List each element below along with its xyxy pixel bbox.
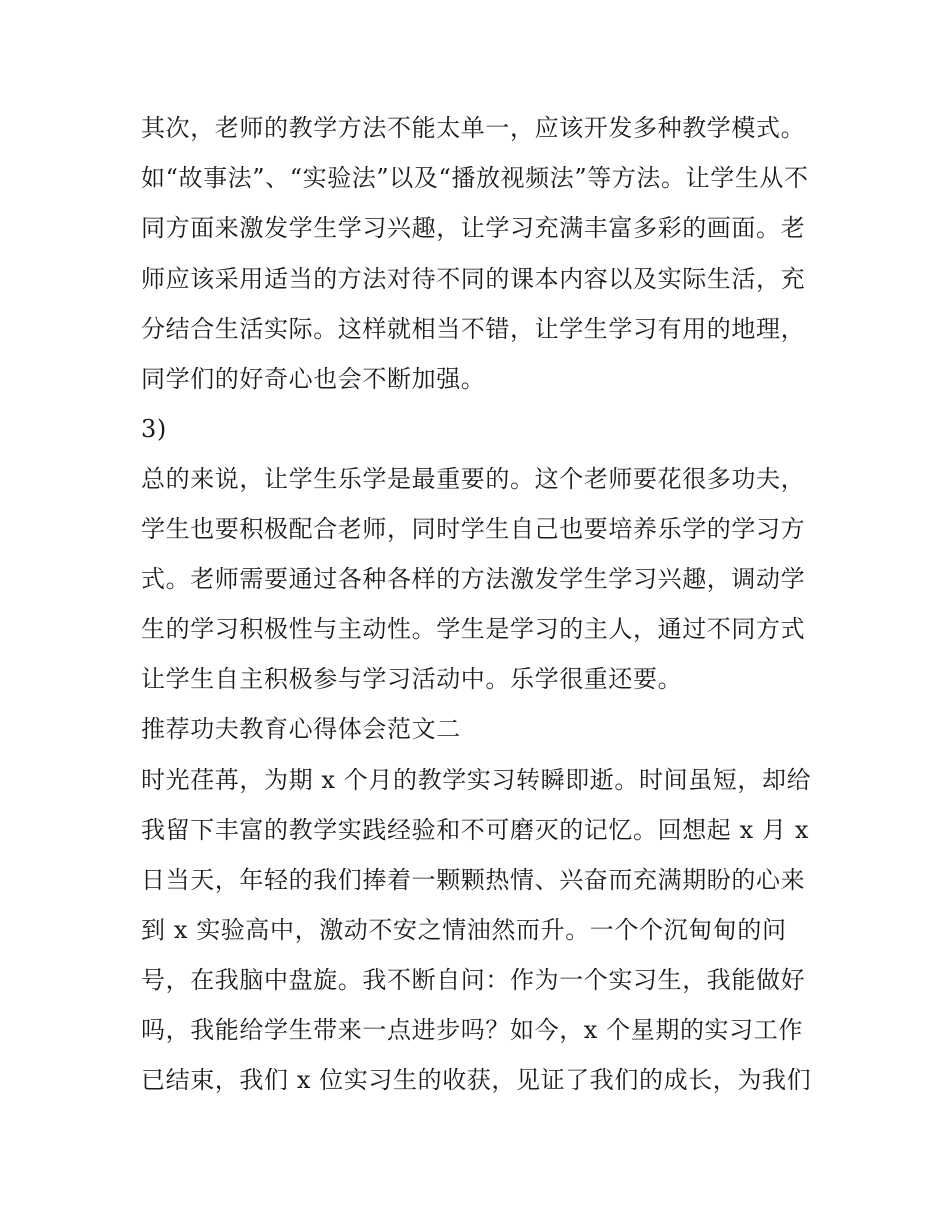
- paragraph-line: 生的学习积极性与主动性。学生是学习的主人，通过不同方式: [141, 615, 806, 643]
- paragraph-line: 同学们的好奇心也会不断加强。: [141, 365, 486, 393]
- list-number: 3): [141, 415, 167, 443]
- paragraph-line: 如“故事法”、“实验法”以及“播放视频法”等方法。让学生从不: [141, 164, 809, 192]
- paragraph-line: 日当天，年轻的我们捧着一颗颗热情、兴奋而充满期盼的心来: [141, 866, 806, 894]
- paragraph-line: 其次，老师的教学方法不能太单一，应该开发多种教学模式。: [141, 114, 806, 142]
- paragraph-line: 我留下丰富的教学实践经验和不可磨灭的记忆。回想起 x 月 x: [141, 816, 809, 844]
- paragraph-line: 学生也要积极配合老师，同时学生自己也要培养乐学的学习方: [141, 515, 806, 543]
- section-heading: 推荐功夫教育心得体会范文二: [141, 715, 461, 743]
- paragraph-line: 时光荏苒，为期 x 个月的教学实习转瞬即逝。时间虽短，却给: [141, 766, 812, 794]
- paragraph-line: 同方面来激发学生学习兴趣，让学习充满丰富多彩的画面。老: [141, 214, 806, 242]
- paragraph-line: 吗，我能给学生带来一点进步吗？如今，x 个星期的实习工作: [141, 1016, 803, 1044]
- paragraph-line: 总的来说，让学生乐学是最重要的。这个老师要花很多功夫，: [141, 465, 806, 493]
- paragraph-line: 式。老师需要通过各种各样的方法激发学生学习兴趣，调动学: [141, 565, 806, 593]
- paragraph-line: 分结合生活实际。这样就相当不错，让学生学习有用的地理，: [141, 315, 806, 343]
- paragraph-line: 已结束，我们 x 位实习生的收获，见证了我们的成长，为我们: [141, 1066, 812, 1094]
- paragraph-line: 到 x 实验高中，激动不安之情油然而升。一个个沉甸甸的问: [141, 916, 787, 944]
- paragraph-line: 号，在我脑中盘旋。我不断自问：作为一个实习生，我能做好: [141, 966, 806, 994]
- paragraph-line: 师应该采用适当的方法对待不同的课本内容以及实际生活，充: [141, 265, 806, 293]
- paragraph-line: 让学生自主积极参与学习活动中。乐学很重还要。: [141, 665, 683, 693]
